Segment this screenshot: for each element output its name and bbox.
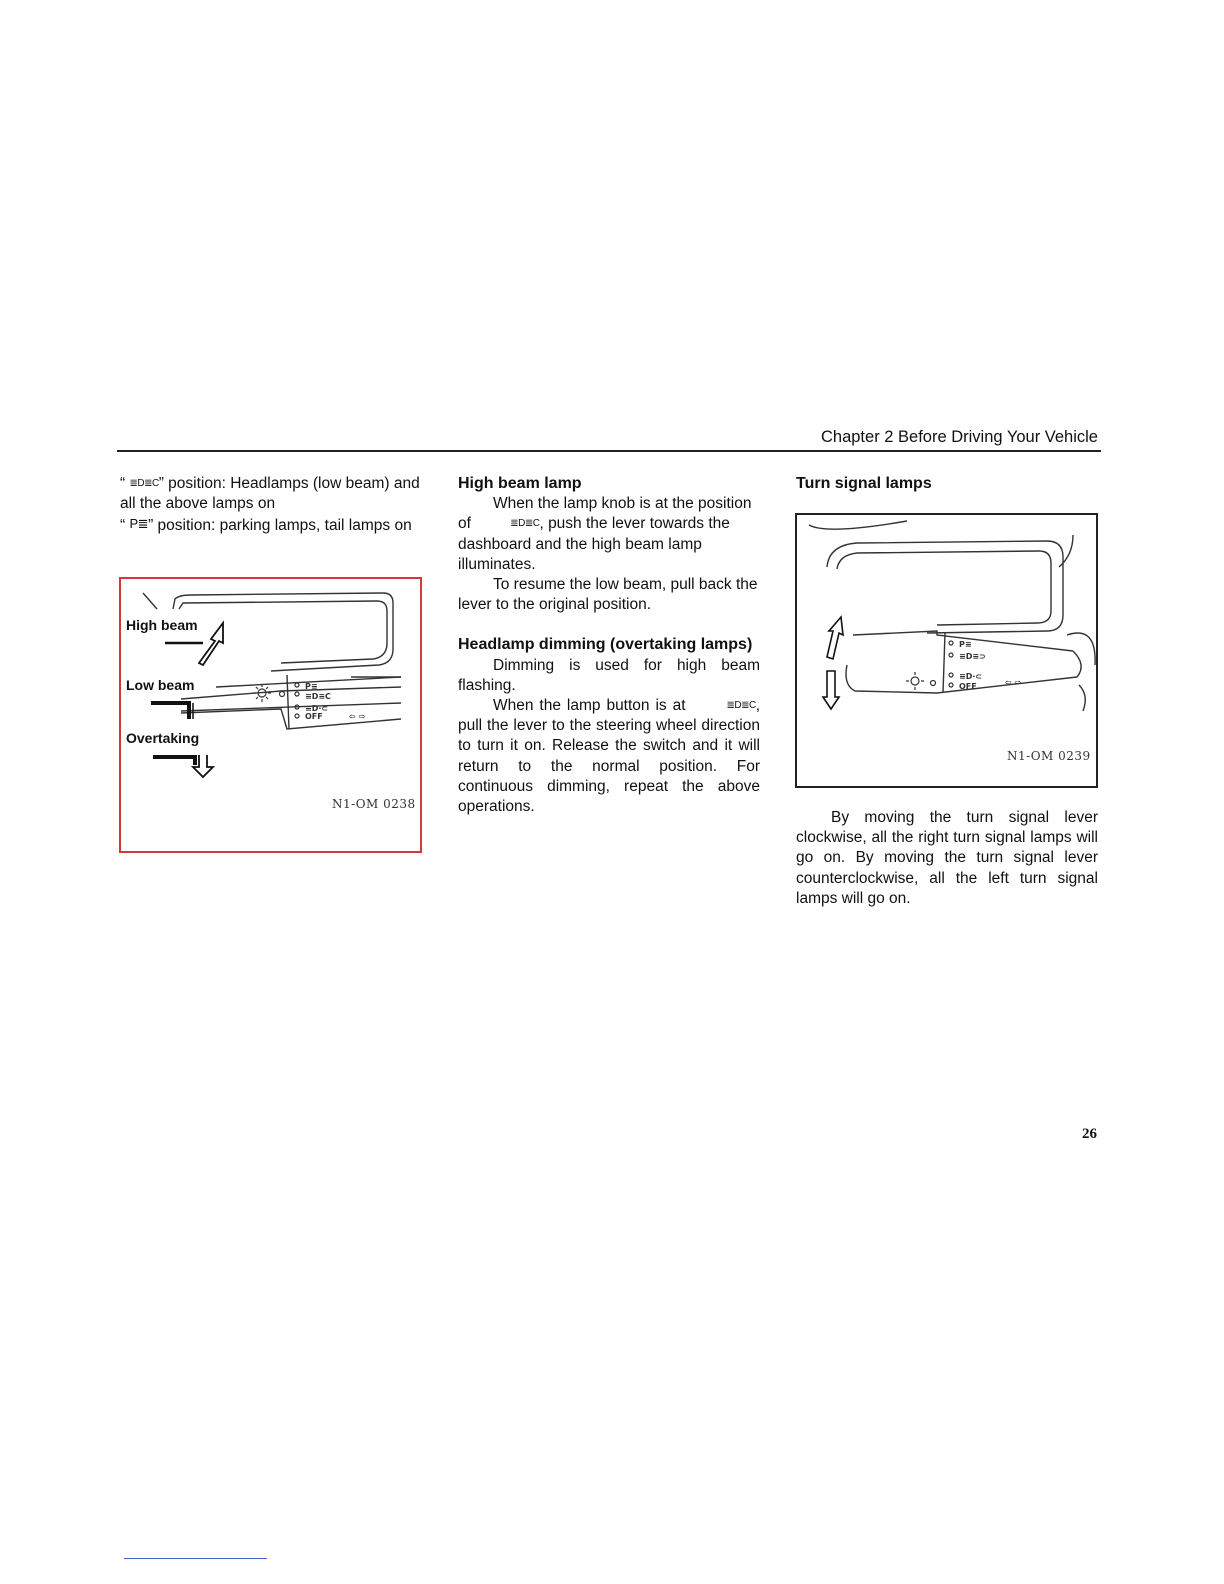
- high-beam-text-a: When the lamp knob is at the position of: [458, 495, 752, 533]
- dimming-text-b: , pull the lever to the steering wheel direction to turn it on. Release the switch and it will return to the normal position. For continuous dimming, repeat the above operations.: [458, 697, 760, 816]
- low-beam-label: Low beam: [126, 677, 195, 693]
- svg-text:⇦ ⇨: ⇦ ⇨: [1005, 678, 1022, 687]
- dimming-paragraph: Dimming is used for high beam flashing.: [458, 656, 760, 694]
- svg-text:≡D≡⊃: ≡D≡⊃: [959, 652, 986, 661]
- turn-signal-heading: Turn signal lamps: [796, 475, 932, 492]
- svg-text:P≡: P≡: [959, 640, 972, 649]
- turn-signal-paragraph: By moving the turn signal lever clockwise, all the right turn signal lamps will go on. By moving the turn signal lever counterclockwise, all the left turn signal lamps will go on.: [796, 809, 1098, 907]
- footer-link-underline: [124, 1558, 267, 1559]
- figure-code: N1-OM 0238: [332, 797, 416, 811]
- high-beam-label: High beam: [126, 617, 198, 633]
- spacer: [458, 615, 760, 635]
- position-headlamps-paragraph: [120, 474, 430, 514]
- figure-code: N1-OM 0239: [1007, 749, 1091, 763]
- svg-text:OFF: OFF: [959, 682, 977, 691]
- high-beam-heading: High beam lamp: [458, 475, 582, 492]
- position-parking-paragraph: [120, 514, 430, 536]
- figure-turn-signal-lever: [795, 513, 1098, 788]
- svg-text:⇦ ⇨: ⇦ ⇨: [349, 712, 366, 721]
- headlamp-dimming-heading: Headlamp dimming (overtaking lamps): [458, 636, 753, 654]
- position-headlamps-text: ” position: Headlamps (low beam) and all the above lamps on: [120, 475, 420, 513]
- column-2: [458, 474, 760, 817]
- turn-signal-text: [796, 808, 1098, 909]
- headlamp-symbol-icon: ≣D≣C: [510, 518, 540, 530]
- chapter-header: Chapter 2 Before Driving Your Vehicle: [820, 428, 1098, 446]
- headlamp-symbol-icon: ≣D≣C: [129, 478, 159, 489]
- overtaking-label: Overtaking: [126, 730, 200, 746]
- position-parking-text: ” position: parking lamps, tail lamps on: [148, 517, 412, 535]
- svg-text:≡D≡C: ≡D≡C: [305, 692, 331, 701]
- svg-text:≡D·⊂: ≡D·⊂: [305, 704, 329, 713]
- svg-text:≡D·⊂: ≡D·⊂: [959, 672, 983, 681]
- svg-text:P≡: P≡: [305, 682, 318, 691]
- high-beam-text-b: , push the lever towards the dashboard and the high beam lamp illuminates.: [458, 515, 730, 573]
- high-beam-paragraph: [458, 494, 760, 575]
- column-1: [120, 474, 430, 537]
- dimming-operation-paragraph: [458, 696, 760, 817]
- header-rule: [117, 450, 1101, 452]
- quote-mark: “: [120, 475, 126, 492]
- svg-text:OFF: OFF: [305, 712, 323, 721]
- dimming-text-a: When the lamp button is at: [493, 697, 686, 715]
- parking-lamp-symbol-icon: P≣: [129, 516, 149, 532]
- page-number: 26: [1082, 1126, 1097, 1142]
- resume-low-beam-paragraph: To resume the low beam, pull back the lever to the original position.: [458, 576, 758, 614]
- figure-light-lever-beams: [119, 577, 422, 853]
- column-3: [796, 474, 1098, 494]
- quote-mark: “: [120, 517, 126, 535]
- turn-signal-lever-illustration: [797, 515, 1096, 786]
- headlamp-symbol-icon: ≣D≣C: [726, 700, 756, 712]
